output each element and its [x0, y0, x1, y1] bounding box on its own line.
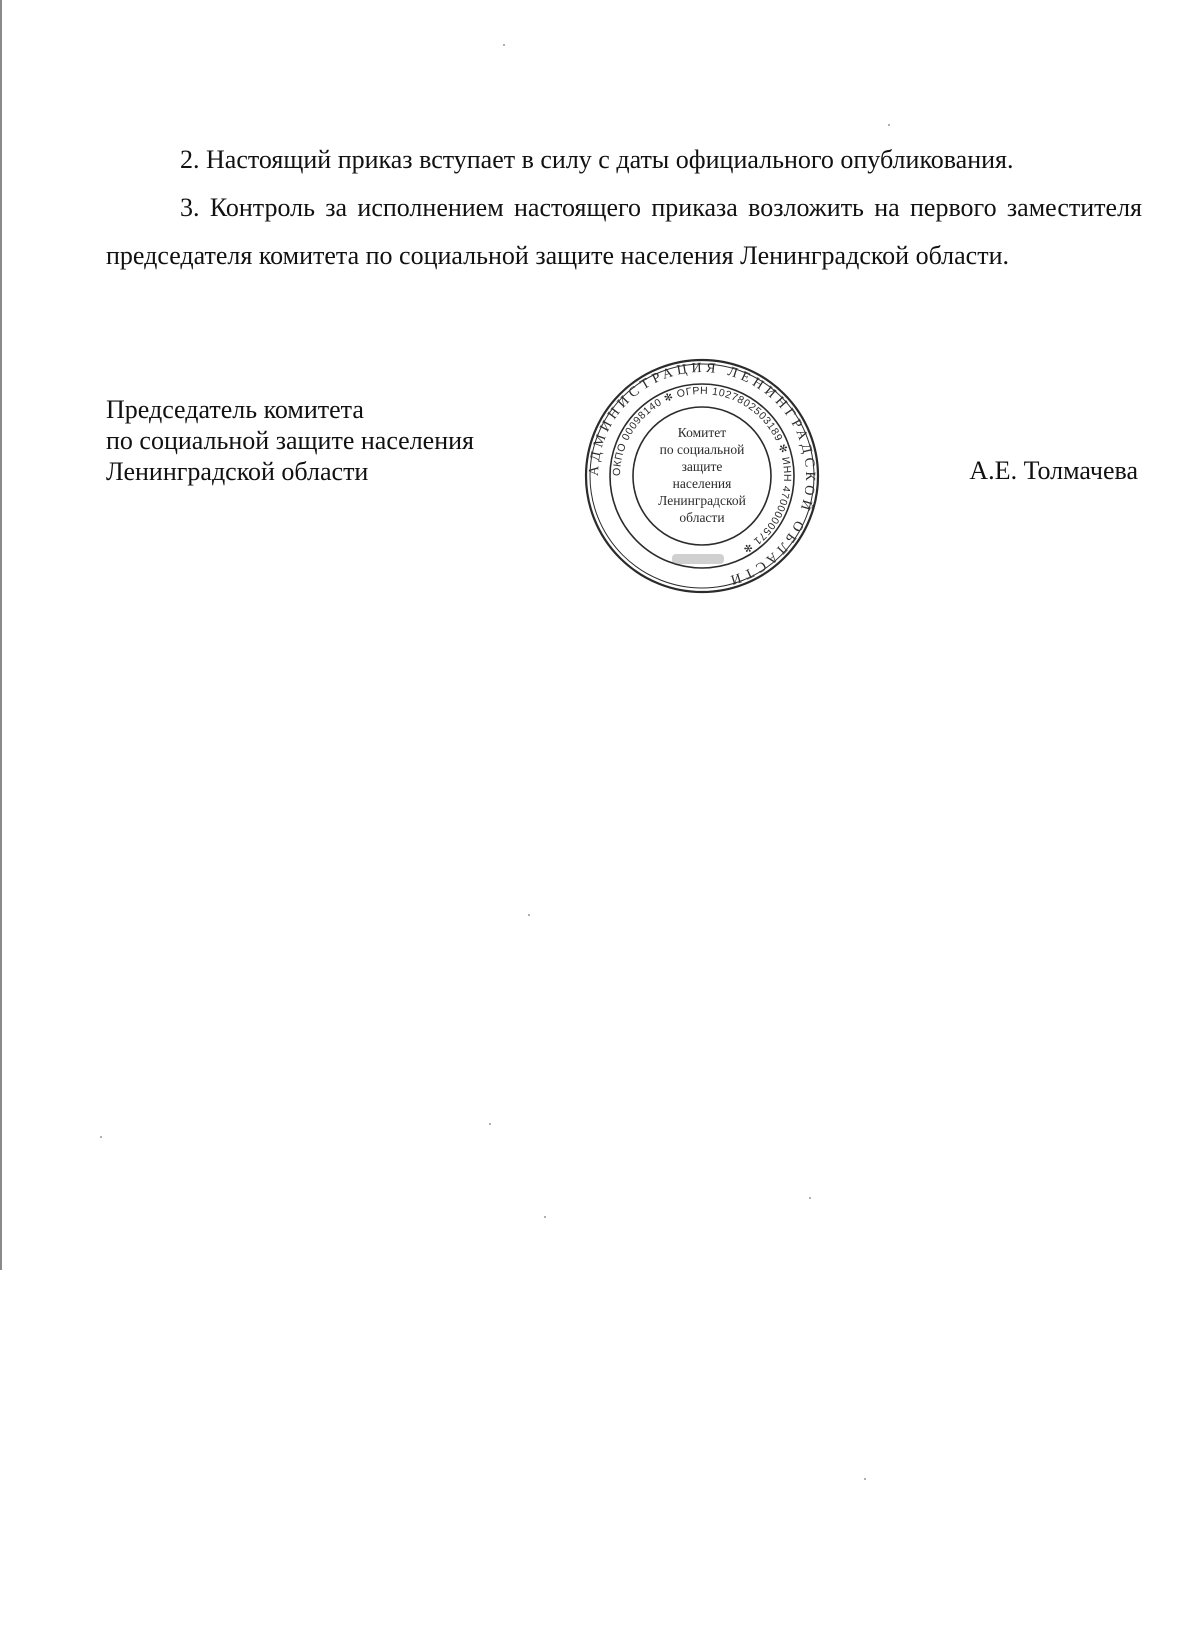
- seal-middle-text: ОКПО 00098140 ✻ ОГРН 1027802503189 ✻ ИНН 4700000571 ✻: [610, 384, 794, 556]
- signer-position-line: Ленинградской области: [106, 457, 369, 486]
- seal-center-line: Комитет: [677, 425, 727, 440]
- seal-center-line: защите: [681, 459, 723, 474]
- official-seal: [582, 356, 822, 596]
- seal-center-line: Ленинградской: [658, 493, 746, 508]
- seal-outer-text: АДМИНИСТРАЦИЯ ЛЕНИНГРАДСКОЙ ОБЛАСТИ: [586, 360, 818, 588]
- order-body: [106, 136, 1142, 280]
- ink-smudge: [672, 554, 724, 564]
- seal-center-line: области: [679, 510, 725, 525]
- signer-position-line: по социальной защите населения: [106, 426, 475, 455]
- signer-position-line: Председатель комитета: [106, 395, 364, 424]
- paragraph-2: 2. Настоящий приказ вступает в силу с даты официального опубликования.: [180, 145, 1014, 174]
- paragraph-3: 3. Контроль за исполнением настоящего приказа возложить на первого заместителя председателя комитета по социальной защите населения Ленинградской области.: [106, 193, 1142, 270]
- signer-position: [106, 394, 474, 487]
- seal-center-line: по социальной: [659, 442, 745, 457]
- seal-center-line: населения: [672, 476, 732, 491]
- scan-edge: [0, 0, 2, 1270]
- signer-name: А.Е. Толмачева: [969, 456, 1138, 485]
